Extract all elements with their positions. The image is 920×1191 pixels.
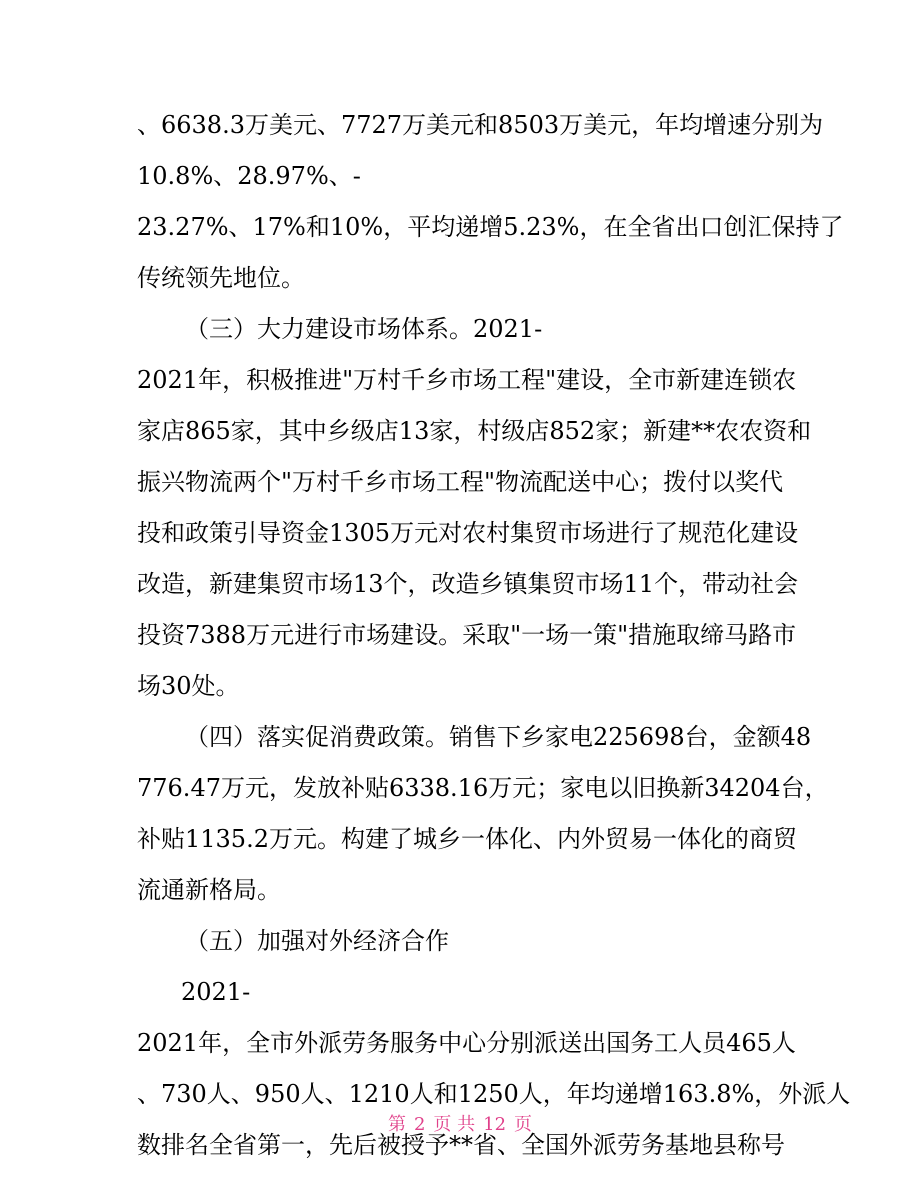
page-footer (0, 1110, 920, 1136)
page-number: 2 (413, 1114, 426, 1135)
document-body (137, 100, 851, 1171)
text-line-15: 补贴1135.2万元。构建了城乡一体化、内外贸易一体化的商贸 (137, 825, 797, 853)
text-line-8: 振兴物流两个"万村千乡市场工程"物流配送中心；拨付以奖代 (137, 468, 784, 496)
text-line-7: 家店865家，其中乡级店13家，村级店852家；新建**农农资和 (137, 417, 812, 445)
text-line-4: 传统领先地位。 (137, 264, 305, 292)
section-heading-4: （四）落实促消费政策。销售下乡家电225698台，金额48 (185, 723, 812, 751)
footer-middle: 页 共 (433, 1114, 476, 1135)
footer-prefix: 第 (387, 1114, 406, 1135)
text-line-18: 2021- (181, 978, 251, 1006)
text-line-2: 10.8%、28.97%、- (137, 162, 361, 190)
text-line-12: 场30处。 (137, 672, 240, 700)
footer-suffix: 页 (514, 1114, 533, 1135)
text-line-21: 数排名全省第一，先后被授予**省、全国外派劳务基地县称号 (137, 1131, 785, 1159)
text-line-11: 投资7388万元进行市场建设。采取"一场一策"措施取缔马路市 (137, 621, 797, 649)
section-heading-3: （三）大力建设市场体系。2021- (185, 315, 543, 343)
text-line-1: 、6638.3万美元、7727万美元和8503万美元，年均增速分别为 (137, 111, 824, 139)
text-line-14: 776.47万元，发放补贴6338.16万元；家电以旧换新34204台， (137, 774, 829, 802)
text-line-16: 流通新格局。 (137, 876, 281, 904)
section-heading-5: （五）加强对外经济合作 (185, 927, 449, 955)
text-line-9: 投和政策引导资金1305万元对农村集贸市场进行了规范化建设 (137, 519, 799, 547)
total-pages: 12 (483, 1114, 507, 1135)
text-line-19: 2021年，全市外派劳务服务中心分别派送出国务工人员465人 (137, 1029, 796, 1057)
text-line-20: 、730人、950人、1210人和1250人，年均递增163.8%，外派人 (137, 1080, 851, 1108)
text-line-6: 2021年，积极推进"万村千乡市场工程"建设，全市新建连锁农 (137, 366, 797, 394)
text-line-10: 改造，新建集贸市场13个，改造乡镇集贸市场11个，带动社会 (137, 570, 799, 598)
text-line-3: 23.27%、17%和10%，平均递增5.23%，在全省出口创汇保持了 (137, 213, 844, 241)
